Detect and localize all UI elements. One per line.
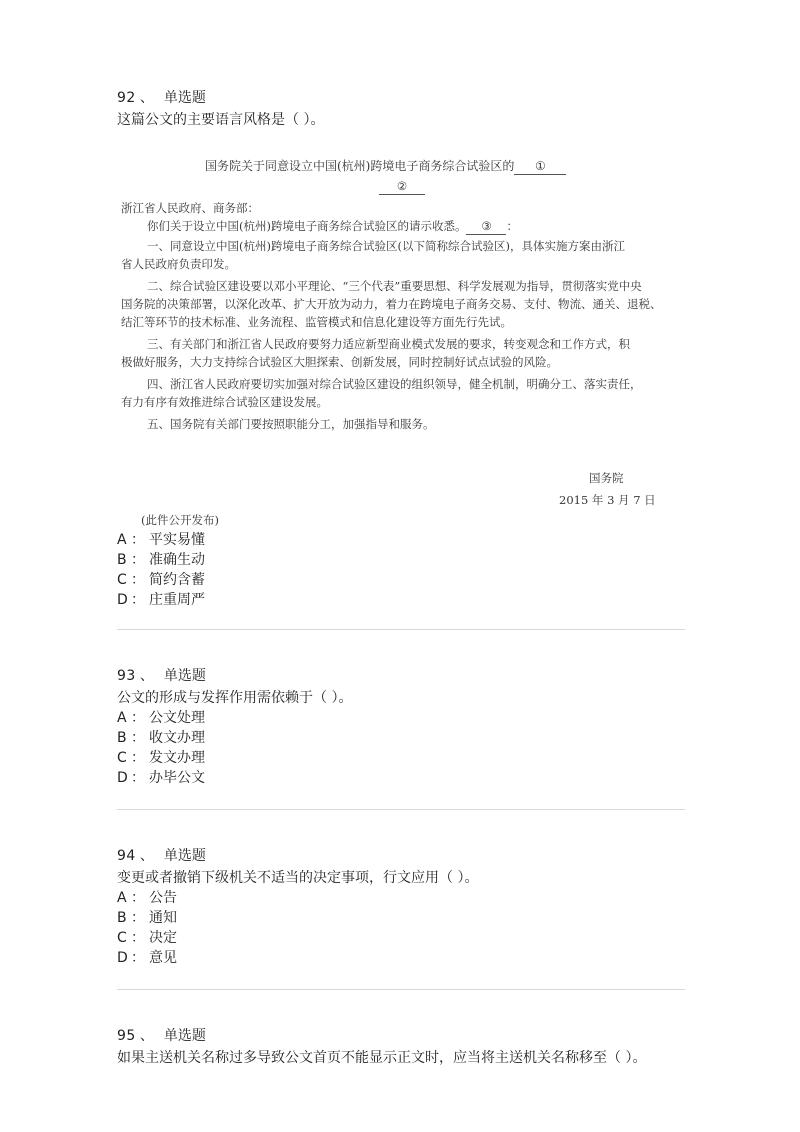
option-b[interactable]: B ： 通知 — [117, 910, 177, 926]
option-c[interactable]: C ： 发文办理 — [117, 750, 205, 766]
question-sep: 、 — [139, 668, 154, 684]
option-c[interactable]: C ： 决定 — [117, 930, 177, 946]
doc-line: 三、有关部门和浙江省人民政府要努力适应新型商业模式发展的要求，转变观念和工作方式，积 — [147, 337, 630, 351]
option-a[interactable]: A ： 公告 — [117, 890, 177, 906]
question-type: 单选题 — [163, 1028, 206, 1044]
question-header — [117, 846, 687, 866]
option-text: 平实易懂 — [149, 532, 205, 548]
option-text: 公文处理 — [149, 710, 205, 726]
question-stem: 这篇公文的主要语言风格是（ ）。 — [117, 112, 325, 128]
doc-line: 结汇等环节的技术标准、业务流程、监管模式和信息化建设等方面先行先试。 — [121, 315, 512, 329]
option-d[interactable]: D ： 意见 — [117, 950, 177, 966]
question-92 — [117, 88, 687, 130]
doc-line: 省人民政府负责印发。 — [121, 257, 236, 271]
question-number: 94 — [117, 848, 136, 864]
option-d[interactable]: D ： 庄重周严 — [117, 592, 205, 608]
question-number: 95 — [117, 1028, 136, 1044]
doc-line: 二、综合试验区建设要以邓小平理论、“三个代表”重要思想、科学发展观为指导，贯彻落实党中央 — [147, 279, 642, 293]
question-stem: 如果主送机关名称过多导致公文首页不能显示正文时，应当将主送机关名称移至（ ）。 — [117, 1050, 647, 1066]
blank-1: ① — [514, 158, 566, 175]
divider — [117, 989, 685, 990]
option-a[interactable]: A ： 公文处理 — [117, 710, 205, 726]
doc-salutation: 浙江省人民政府、商务部： — [121, 201, 259, 215]
option-text: 庄重周严 — [149, 592, 205, 608]
doc-footnote: (此件公开发布) — [141, 513, 219, 527]
doc-line: 有力有序有效推进综合试验区建设发展。 — [121, 395, 328, 409]
doc-intro: 你们关于设立中国(杭州)跨境电子商务综合试验区的请示收悉。 ③ ： — [147, 219, 518, 233]
option-b[interactable]: B ： 准确生动 — [117, 552, 205, 568]
option-d[interactable]: D ： 办毕公文 — [117, 770, 205, 786]
question-sep: 、 — [139, 848, 154, 864]
option-text: 决定 — [149, 930, 177, 946]
question-stem: 公文的形成与发挥作用需依赖于（ ）。 — [117, 690, 353, 706]
doc-title: 国务院关于同意设立中国(杭州)跨境电子商务综合试验区的 ① — [205, 158, 566, 175]
option-b[interactable]: B ： 收文办理 — [117, 730, 205, 746]
doc-line: 国务院的决策部署，以深化改革、扩大开放为动力，着力在跨境电子商务交易、支付、物流、通关、退税、 — [121, 297, 662, 311]
doc-line: 五、国务院有关部门要按照职能分工，加强指导和服务。 — [147, 417, 435, 431]
question-number: 92 — [117, 90, 136, 106]
question-stem: 变更或者撤销下级机关不适当的决定事项，行文应用（ ）。 — [117, 870, 479, 886]
doc-line: 四、浙江省人民政府要切实加强对综合试验区建设的组织领导，健全机制，明确分工、落实责任， — [147, 377, 642, 391]
question-type: 单选题 — [163, 848, 206, 864]
option-text: 发文办理 — [149, 750, 205, 766]
question-type: 单选题 — [163, 90, 206, 106]
option-a[interactable]: A ： 平实易懂 — [117, 532, 205, 548]
question-header — [117, 1026, 687, 1046]
option-text: 意见 — [149, 950, 177, 966]
divider — [117, 809, 685, 810]
question-93 — [117, 666, 687, 788]
question-header — [117, 88, 687, 108]
question-95 — [117, 1026, 687, 1068]
blank-3: ③ — [466, 218, 506, 235]
doc-line: 一、同意设立中国(杭州)跨境电子商务综合试验区(以下简称综合试验区)，具体实施方案由浙江 — [147, 239, 625, 253]
option-c[interactable]: C ： 简约含蓄 — [117, 572, 205, 588]
question-sep: 、 — [139, 90, 154, 106]
option-text: 办毕公文 — [149, 770, 205, 786]
option-text: 准确生动 — [149, 552, 205, 568]
doc-title-line2 — [379, 178, 425, 195]
doc-signer: 国务院 — [589, 471, 624, 485]
option-text: 简约含蓄 — [149, 572, 205, 588]
question-92-options — [117, 530, 687, 610]
option-text: 公告 — [149, 890, 177, 906]
question-sep: 、 — [139, 1028, 154, 1044]
question-type: 单选题 — [163, 668, 206, 684]
doc-date: 2015 年 3 月 7 日 — [559, 493, 656, 507]
scanned-document-image — [117, 148, 687, 532]
question-94 — [117, 846, 687, 968]
option-text: 收文办理 — [149, 730, 205, 746]
doc-line: 极做好服务，大力支持综合试验区大胆探索、创新发展，同时控制好试点试验的风险。 — [121, 355, 558, 369]
option-text: 通知 — [149, 910, 177, 926]
question-header — [117, 666, 687, 686]
divider — [117, 629, 685, 630]
question-number: 93 — [117, 668, 136, 684]
blank-2: ② — [379, 178, 425, 195]
